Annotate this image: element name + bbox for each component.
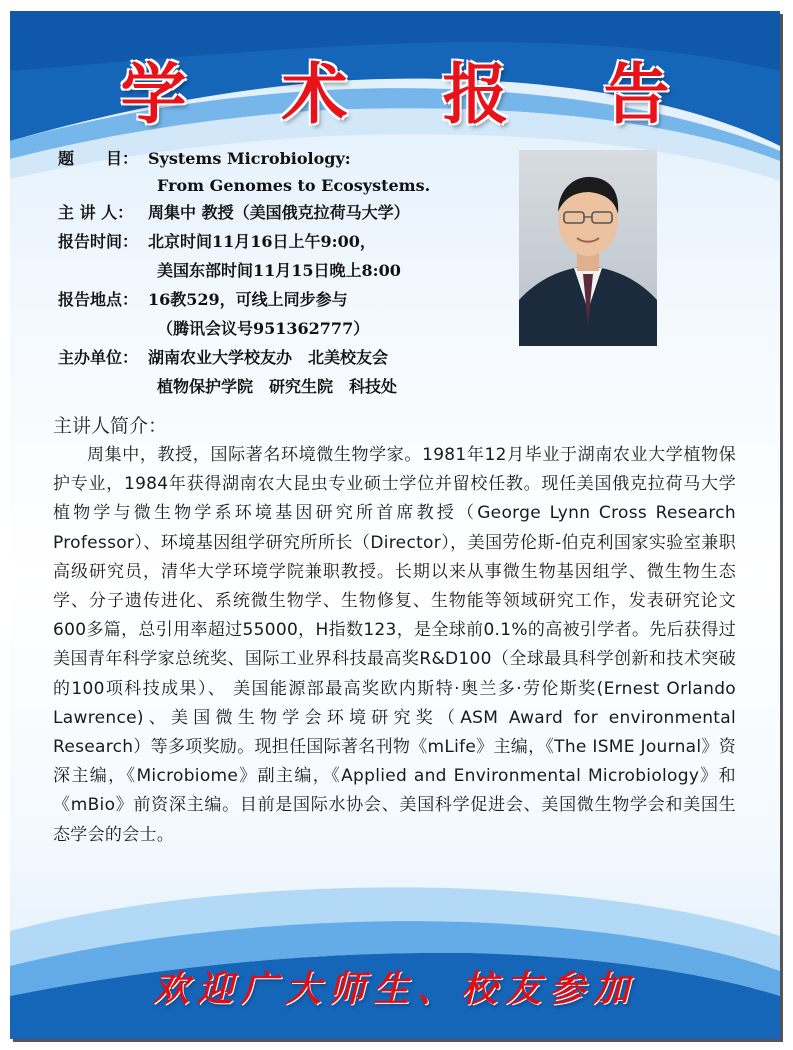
topic-row — [58, 144, 351, 174]
speaker-portrait-icon — [519, 150, 657, 346]
poster — [10, 11, 780, 1039]
topic-line1: Systems Microbiology: — [148, 149, 351, 168]
speaker-photo — [519, 150, 657, 346]
bio-heading: 主讲人简介： — [53, 415, 168, 437]
time-line2: 美国东部时间11月15日晚上8:00 — [157, 261, 401, 280]
time-label: 报告时间： — [58, 232, 139, 251]
time-row — [58, 227, 376, 257]
host-line2: 植物保护学院 研究生院 科技处 — [157, 377, 398, 396]
topic-label: 题 目： — [58, 149, 139, 168]
place-row — [58, 285, 348, 315]
bio-text: 周集中，教授，国际著名环境微生物学家。1981年12月毕业于湖南农业大学植物保护专业，1984年获得湖南农大昆虫专业硕士学位并留校任教。现任美国俄克拉荷马大学植物学与微生物学系环境基因研究所首席教授（George Lynn Cross Research Professor）、环境基因组学研究所所长（Director），美国劳伦斯-伯克利国家实验室兼职高级研究员，清华大学环境学院兼职教授。长期以来从事微生物基因组学、微生物生态学、分子遗传进化、系统微生物学、生物修复、生物能等领域研究工作，发表研究论文600多篇，总引用率超过55000，H指数123，是全球前0.1%的高被引学者。先后获得过美国青年科学家总统奖、国际工业界科技最高奖R&D100（全球最具科学创新和技术突破的100项科技成果）、 美国能源部最高奖欧内斯特·奥兰多·劳伦斯奖(Ernest Orlando Lawrence)、美国微生物学会环境研究奖（ASM Award for environmental Research）等多项奖励。现担任国际著名刊物《mLife》主编，《The ISME Journal》资深主编，《Microbiome》副主编，《Applied and Environmental Microbiology》和《mBio》前资深主编。目前是国际水协会、美国科学促进会、美国微生物学会和美国生态学会的会士。 — [53, 445, 737, 845]
speaker-value: 周集中 教授（美国俄克拉荷马大学） — [148, 203, 410, 222]
place-label: 报告地点： — [58, 290, 139, 309]
place-line2: （腾讯会议号951362777） — [157, 319, 370, 338]
speaker-label: 主 讲 人： — [58, 203, 134, 222]
speaker-row — [58, 198, 410, 228]
poster-title: 学 术 报 告 — [120, 55, 706, 133]
host-line1: 湖南农业大学校友办 北美校友会 — [148, 348, 389, 367]
welcome-banner: 欢迎广大师生、校友参加 — [152, 968, 637, 1010]
place-line1: 16教529，可线上同步参与 — [148, 290, 348, 309]
topic-line2: From Genomes to Ecosystems. — [157, 176, 431, 195]
host-label: 主办单位： — [58, 348, 139, 367]
time-line1: 北京时间11月16日上午9:00， — [148, 232, 376, 251]
host-row — [58, 343, 388, 373]
